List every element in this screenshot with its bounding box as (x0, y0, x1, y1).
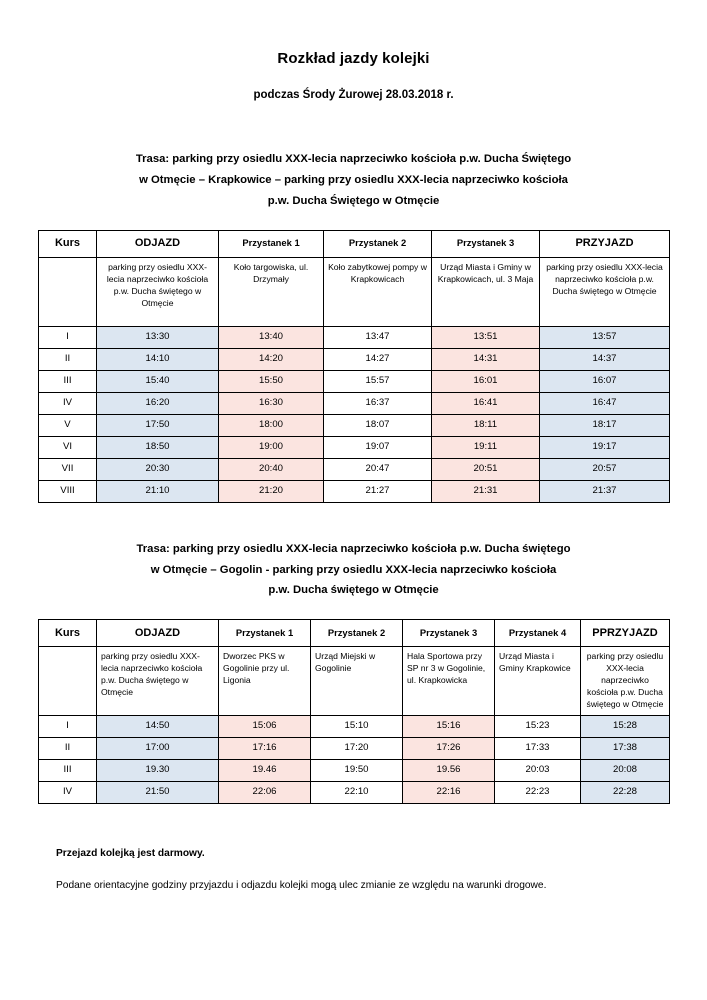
route2-desc-przyjazd: parking przy osiedlu XXX-lecia naprzeciwko kościoła p.w. Ducha świętego w Otmęcie (581, 647, 670, 716)
table-row (39, 348, 670, 370)
route1-r3-p2: 16:37 (324, 392, 432, 414)
footer-note: Przejazd kolejką jest darmowy. (56, 848, 205, 860)
route1-r6-odjazd: 20:30 (97, 458, 219, 480)
route1-description-row (39, 257, 670, 326)
route1-r6-p1: 20:40 (219, 458, 324, 480)
route1-r4-kurs: V (39, 414, 97, 436)
route1-r0-kurs: I (39, 326, 97, 348)
route1-r2-przyjazd: 16:07 (540, 370, 670, 392)
route1-r7-p2: 21:27 (324, 480, 432, 502)
route2-desc-odjazd: parking przy osiedlu XXX-lecia naprzeciwko kościoła p.w. Ducha świętego w Otmęcie (97, 647, 219, 716)
route2-r0-p1: 15:06 (219, 716, 311, 738)
route2-heading-line-3: p.w. Ducha świętego w Otmęcie (268, 584, 439, 597)
table-row (39, 760, 670, 782)
route1-r3-p3: 16:41 (432, 392, 540, 414)
route1-desc-odjazd: parking przy osiedlu XXX-lecia naprzeciwko kościoła p.w. Ducha świętego w Otmęcie (97, 257, 219, 326)
route2-r3-kurs: IV (39, 782, 97, 804)
route1-col-odjazd: ODJAZD (97, 230, 219, 257)
route1-r0-p2: 13:47 (324, 326, 432, 348)
route1-r6-kurs: VII (39, 458, 97, 480)
route2-col-stop-2: Przystanek 2 (311, 620, 403, 647)
route1-r5-p2: 19:07 (324, 436, 432, 458)
route1-r5-kurs: VI (39, 436, 97, 458)
route2-r3-p4: 22:23 (495, 782, 581, 804)
route1-r1-p1: 14:20 (219, 348, 324, 370)
table-row (39, 370, 670, 392)
route1-r4-p2: 18:07 (324, 414, 432, 436)
route2-heading-line-1: Trasa: parking przy osiedlu XXX-lecia naprzeciwko kościoła p.w. Ducha świętego (136, 542, 571, 555)
route1-desc-stop-2: Koło zabytkowej pompy w Krapkowicach (324, 257, 432, 326)
route1-r1-odjazd: 14:10 (97, 348, 219, 370)
route1-r0-p1: 13:40 (219, 326, 324, 348)
route2-heading (38, 539, 669, 602)
route2-timetable (38, 619, 670, 804)
route1-r3-kurs: IV (39, 392, 97, 414)
route1-r2-kurs: III (39, 370, 97, 392)
table-row (39, 414, 670, 436)
route1-desc-stop-1: Koło targowiska, ul. Drzymały (219, 257, 324, 326)
table-row (39, 480, 670, 502)
route2-r1-p3: 17:26 (403, 738, 495, 760)
route2-col-stop-1: Przystanek 1 (219, 620, 311, 647)
route2-r0-p4: 15:23 (495, 716, 581, 738)
route1-r7-kurs: VIII (39, 480, 97, 502)
route2-r1-odjazd: 17:00 (97, 738, 219, 760)
route2-r1-p4: 17:33 (495, 738, 581, 760)
route1-r4-p3: 18:11 (432, 414, 540, 436)
route1-r1-p3: 14:31 (432, 348, 540, 370)
route2-col-stop-4: Przystanek 4 (495, 620, 581, 647)
table-row (39, 716, 670, 738)
route2-r0-przyjazd: 15:28 (581, 716, 670, 738)
route1-heading (38, 149, 669, 212)
route2-r0-p3: 15:16 (403, 716, 495, 738)
route2-r3-p2: 22:10 (311, 782, 403, 804)
table-row (39, 326, 670, 348)
route1-col-przyjazd: PRZYJAZD (540, 230, 670, 257)
route1-r3-przyjazd: 16:47 (540, 392, 670, 414)
route2-r1-p2: 17:20 (311, 738, 403, 760)
route2-r3-p1: 22:06 (219, 782, 311, 804)
route1-r0-odjazd: 13:30 (97, 326, 219, 348)
route1-r6-p2: 20:47 (324, 458, 432, 480)
table-row (39, 436, 670, 458)
footer-text: Podane orientacyjne godziny przyjazdu i odjazdu kolejki mogą ulec zmianie ze względu na warunki drogowe. (56, 880, 547, 892)
route2-heading-line-2: w Otmęcie – Gogolin - parking przy osiedlu XXX-lecia naprzeciwko kościoła (150, 563, 557, 576)
route2-r2-p4: 20:03 (495, 760, 581, 782)
route1-r5-p3: 19:11 (432, 436, 540, 458)
page-subtitle: podczas Środy Żurowej 28.03.2018 r. (253, 89, 454, 101)
route2-r2-p2: 19:50 (311, 760, 403, 782)
table-row (39, 458, 670, 480)
route1-r2-odjazd: 15:40 (97, 370, 219, 392)
route1-r5-p1: 19:00 (219, 436, 324, 458)
route1-desc-stop-3: Urząd Miasta i Gminy w Krapkowicach, ul. 3 Maja (432, 257, 540, 326)
route2-r0-odjazd: 14:50 (97, 716, 219, 738)
route1-heading-line-2: w Otmęcie – Krapkowice – parking przy osiedlu XXX-lecia naprzeciwko kościoła (139, 173, 568, 186)
route1-r7-p1: 21:20 (219, 480, 324, 502)
route1-heading-line-3: p.w. Ducha Świętego w Otmęcie (267, 194, 440, 207)
route1-r3-odjazd: 16:20 (97, 392, 219, 414)
route1-r0-p3: 13:51 (432, 326, 540, 348)
route1-r5-odjazd: 18:50 (97, 436, 219, 458)
table-row (39, 392, 670, 414)
table-row (39, 738, 670, 760)
route1-r1-p2: 14:27 (324, 348, 432, 370)
route1-r4-p1: 18:00 (219, 414, 324, 436)
table-row (39, 782, 670, 804)
route1-r2-p1: 15:50 (219, 370, 324, 392)
route2-r2-odjazd: 19.30 (97, 760, 219, 782)
route2-r1-przyjazd: 17:38 (581, 738, 670, 760)
route1-r7-p3: 21:31 (432, 480, 540, 502)
route1-r6-przyjazd: 20:57 (540, 458, 670, 480)
route2-desc-kurs (39, 647, 97, 716)
route1-r7-przyjazd: 21:37 (540, 480, 670, 502)
route2-r1-p1: 17:16 (219, 738, 311, 760)
route1-col-stop-2: Przystanek 2 (324, 230, 432, 257)
route2-desc-stop-4: Urząd Miasta i Gminy Krapkowice (495, 647, 581, 716)
route1-r2-p3: 16:01 (432, 370, 540, 392)
route1-header-row (39, 230, 670, 257)
route2-description-row (39, 647, 670, 716)
route1-r4-przyjazd: 18:17 (540, 414, 670, 436)
page-title: Rozkład jazdy kolejki (277, 50, 430, 67)
route2-r2-przyjazd: 20:08 (581, 760, 670, 782)
route1-r2-p2: 15:57 (324, 370, 432, 392)
route2-header-row (39, 620, 670, 647)
route1-r5-przyjazd: 19:17 (540, 436, 670, 458)
route1-desc-przyjazd: parking przy osiedlu XXX-lecia naprzeciwko kościoła p.w. Ducha świętego w Otmęcie (540, 257, 670, 326)
route2-r3-przyjazd: 22:28 (581, 782, 670, 804)
route2-r0-p2: 15:10 (311, 716, 403, 738)
route2-desc-stop-3: Hala Sportowa przy SP nr 3 w Gogolinie, ul. Krapkowicka (403, 647, 495, 716)
route2-desc-stop-2: Urząd Miejski w Gogolinie (311, 647, 403, 716)
route2-desc-stop-1: Dworzec PKS w Gogolinie przy ul. Ligonia (219, 647, 311, 716)
route2-col-kurs: Kurs (39, 620, 97, 647)
route2-col-odjazd: ODJAZD (97, 620, 219, 647)
route1-r0-przyjazd: 13:57 (540, 326, 670, 348)
route1-r3-p1: 16:30 (219, 392, 324, 414)
route2-r2-kurs: III (39, 760, 97, 782)
route2-r1-kurs: II (39, 738, 97, 760)
route1-heading-line-1: Trasa: parking przy osiedlu XXX-lecia naprzeciwko kościoła p.w. Ducha Świętego (135, 153, 572, 165)
route1-r4-odjazd: 17:50 (97, 414, 219, 436)
route2-r3-odjazd: 21:50 (97, 782, 219, 804)
route1-r1-kurs: II (39, 348, 97, 370)
route2-col-stop-3: Przystanek 3 (403, 620, 495, 647)
route1-col-kurs: Kurs (39, 230, 97, 257)
route1-desc-kurs (39, 257, 97, 326)
route2-col-przyjazd: PPRZYJAZD (581, 620, 670, 647)
route2-r2-p3: 19.56 (403, 760, 495, 782)
route1-col-stop-3: Przystanek 3 (432, 230, 540, 257)
route2-r0-kurs: I (39, 716, 97, 738)
route1-col-stop-1: Przystanek 1 (219, 230, 324, 257)
route2-r3-p3: 22:16 (403, 782, 495, 804)
route1-r7-odjazd: 21:10 (97, 480, 219, 502)
route1-r1-przyjazd: 14:37 (540, 348, 670, 370)
route1-r6-p3: 20:51 (432, 458, 540, 480)
route1-timetable (38, 230, 670, 503)
route2-r2-p1: 19.46 (219, 760, 311, 782)
